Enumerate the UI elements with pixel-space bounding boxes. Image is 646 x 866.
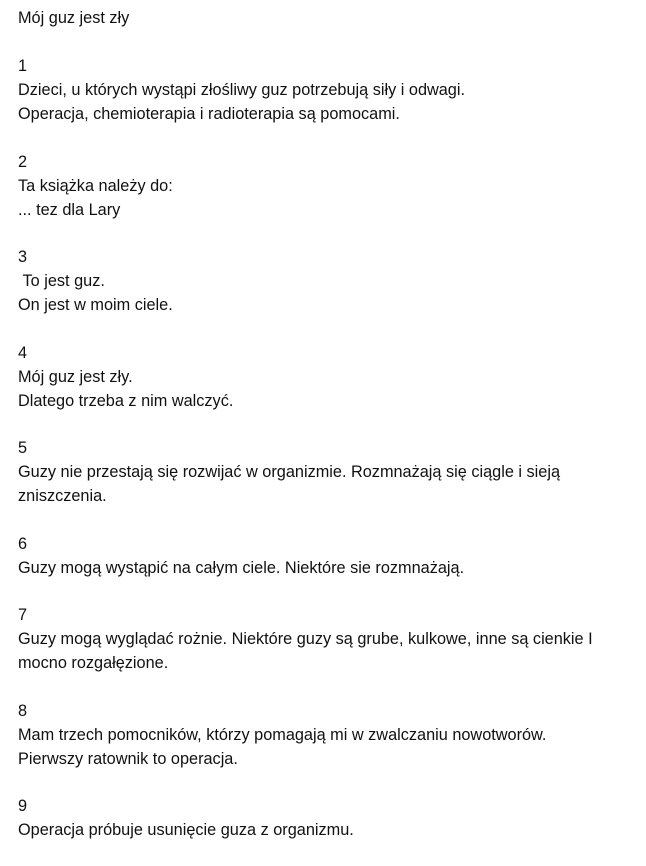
section-text-line: Mój guz jest zły. — [18, 367, 133, 386]
section-number: 8 — [18, 701, 28, 720]
document-title: Mój guz jest zły — [18, 9, 130, 27]
section-text-line: Pierwszy ratownik to operacja. — [18, 749, 238, 768]
section-9 — [18, 794, 642, 842]
section-text-line: Mam trzech pomocników, którzy pomagają mi w zwalczaniu nowotworów. — [18, 725, 547, 744]
section-1 — [18, 54, 642, 126]
section-number: 3 — [18, 248, 28, 266]
section-number: 5 — [18, 439, 28, 457]
section-number: 4 — [18, 343, 28, 362]
section-number: 6 — [18, 534, 28, 553]
section-8 — [18, 699, 642, 771]
section-text-line: Guzy mogą wystąpić na całym ciele. Niektóre sie rozmnażają. — [18, 558, 465, 577]
section-text-line: ... tez dla Lary — [18, 200, 121, 219]
section-text-line: On jest w moim ciele. — [18, 296, 173, 314]
section-text-line: Operacja, chemioterapia i radioterapia są pomocami. — [18, 105, 400, 123]
section-number: 7 — [18, 606, 28, 624]
section-text-line: Operacja próbuje usunięcie guza z organizmu. — [18, 821, 354, 839]
section-text-line: mocno rozgałęzione. — [18, 654, 169, 672]
section-text-line: To jest guz. — [18, 272, 105, 290]
section-text-line: Ta książka należy do: — [18, 176, 173, 195]
section-text-line: Dlatego trzeba z nim walczyć. — [18, 391, 234, 410]
section-text-line: Dzieci, u których wystąpi złośliwy guz potrzebują siły i odwagi. — [18, 81, 466, 99]
section-5 — [18, 436, 642, 508]
section-7 — [18, 603, 642, 675]
section-number: 1 — [18, 57, 28, 75]
section-text-line: zniszczenia. — [18, 487, 107, 505]
section-text-line: Guzy nie przestają się rozwijać w organizmie. Rozmnażają się ciągle i sieją — [18, 463, 561, 481]
section-number: 9 — [18, 797, 28, 815]
section-text-line: Guzy mogą wyglądać rożnie. Niektóre guzy są grube, kulkowe, inne są cienkie I — [18, 630, 593, 648]
document-page — [18, 6, 642, 866]
section-6 — [18, 532, 642, 580]
section-2 — [18, 150, 642, 222]
section-3 — [18, 245, 642, 317]
section-4 — [18, 341, 642, 413]
section-number: 2 — [18, 152, 28, 171]
